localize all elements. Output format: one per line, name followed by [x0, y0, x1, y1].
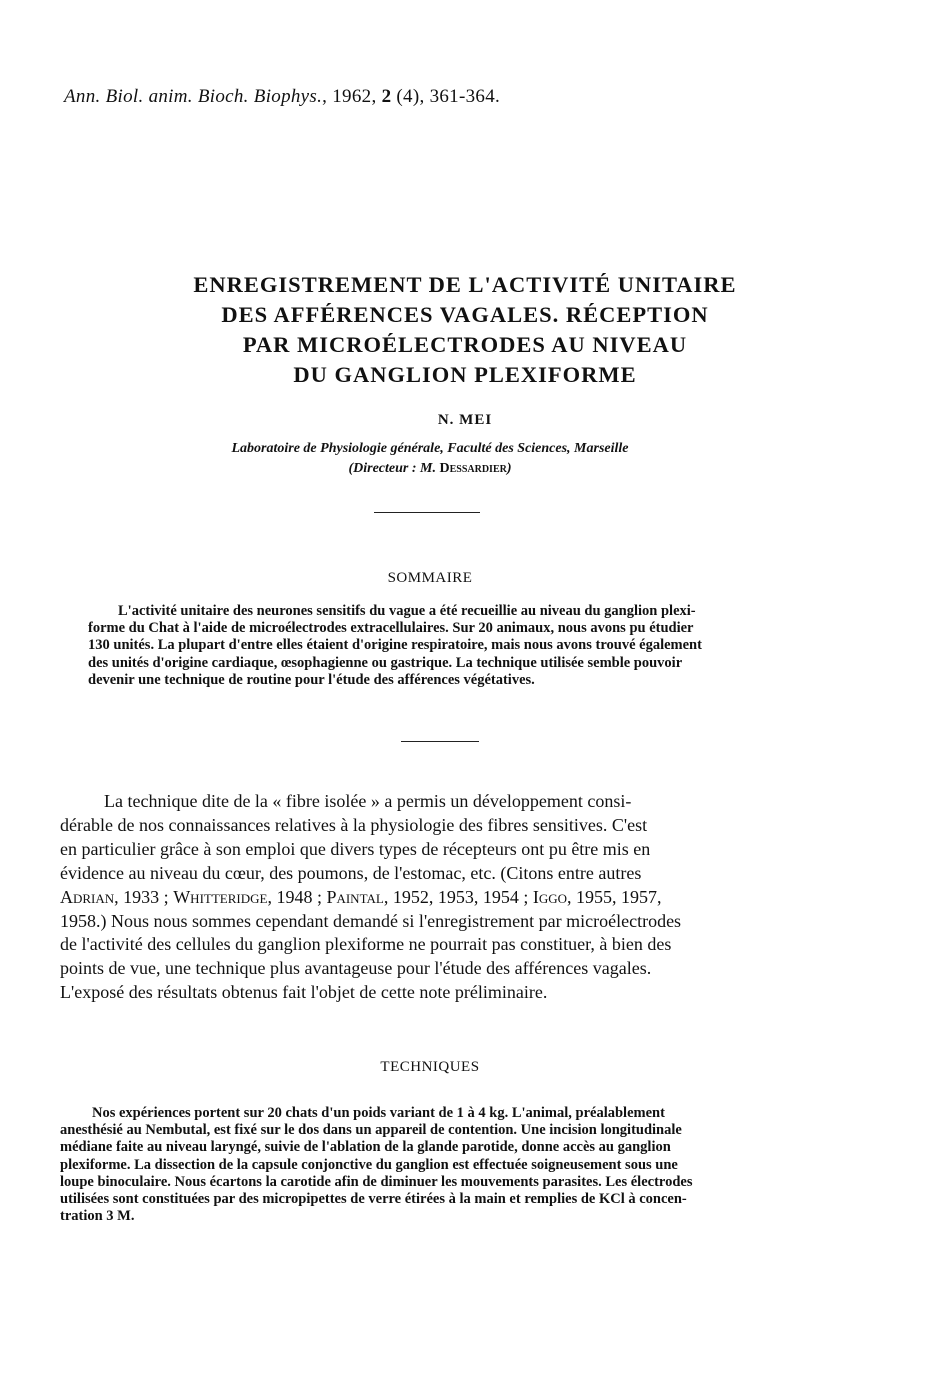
- ref-author: Adrian: [60, 886, 115, 907]
- techniques-line: anesthésié au Nembutal, est fixé sur le dos dans un appareil de contention. Une incision longitudinale: [60, 1122, 682, 1139]
- director-prefix: (Directeur : M.: [348, 461, 440, 476]
- body-line-references: [60, 886, 790, 910]
- body-line: 1958.) Nous nous sommes cependant demandé si l'enregistrement par microélectrodes: [60, 910, 682, 931]
- title-line: PAR MICROÉLECTRODES AU NIVEAU: [242, 332, 688, 357]
- summary-line: devenir une technique de routine pour l'étude des afférences végétatives.: [88, 671, 535, 688]
- article-title: [60, 270, 870, 390]
- body-line: de l'activité des cellules du ganglion plexiforme ne pourrait pas constituer, à bien des: [60, 934, 672, 955]
- techniques-line: tration 3 M.: [60, 1208, 135, 1225]
- citation-pages: (4), 361-364.: [391, 86, 501, 107]
- ref-year: , 1952, 1953, 1954 ;: [383, 886, 533, 907]
- body-line: points de vue, une technique plus avantageuse pour l'étude des afférences vagales.: [60, 958, 652, 979]
- ref-author: Whitteridge: [173, 886, 268, 907]
- summary-line: L'activité unitaire des neurones sensitifs du vague a été recueillie au niveau du ganglion plexi-: [118, 603, 696, 619]
- separator-rule: [374, 512, 480, 513]
- techniques-line: Nos expériences portent sur 20 chats d'un poids variant de 1 à 4 kg. L'animal, préalablement: [92, 1105, 665, 1121]
- body-line: dérable de nos connaissances relatives à la physiologie des fibres sensitives. C'est: [60, 814, 648, 835]
- ref-author: Iggo: [532, 886, 567, 907]
- techniques-line: plexiforme. La dissection de la capsule conjonctive du ganglion est effectuée soigneusement sous une: [60, 1156, 678, 1173]
- summary-text: [88, 603, 792, 689]
- body-line: L'exposé des résultats obtenus fait l'objet de cette note préliminaire.: [60, 982, 548, 1003]
- intro-paragraph: [60, 790, 790, 1005]
- summary-line: 130 unités. La plupart d'entre elles étaient d'origine respiratoire, mais nous avons trouvé également: [88, 637, 702, 654]
- director-name: Dessardier: [439, 461, 507, 476]
- techniques-line: utilisées sont constituées par des micropipettes de verre étirées à la main et remplies de KCl à concen-: [60, 1191, 687, 1208]
- ref-author: Paintal: [326, 886, 384, 907]
- director-suffix: ): [506, 461, 512, 476]
- summary-line: forme du Chat à l'aide de microélectrodes extracellulaires. Sur 20 animaux, nous avons pu étudier: [88, 620, 694, 637]
- citation-volume: 2: [381, 86, 392, 107]
- journal-name: Ann. Biol. anim. Bioch. Biophys.: [64, 86, 323, 107]
- author-name: N. MEI: [437, 412, 493, 428]
- body-line: La technique dite de la « fibre isolée » a permis un développement consi-: [104, 791, 632, 811]
- techniques-heading: TECHNIQUES: [380, 1059, 480, 1075]
- body-line: évidence au niveau du cœur, des poumons, de l'estomac, etc. (Citons entre autres: [60, 862, 642, 883]
- body-line: en particulier grâce à son emploi que divers types de récepteurs ont pu être mis en: [60, 838, 651, 859]
- ref-year: , 1955, 1957,: [567, 886, 662, 907]
- title-line: DU GANGLION PLEXIFORME: [293, 362, 637, 387]
- summary-heading: SOMMAIRE: [387, 570, 473, 586]
- affiliation-line: Laboratoire de Physiologie générale, Faculté des Sciences, Marseille: [231, 441, 629, 456]
- techniques-text: [60, 1105, 790, 1225]
- affiliation: [0, 439, 860, 479]
- ref-year: , 1933 ;: [114, 886, 174, 907]
- ref-year: , 1948 ;: [267, 886, 327, 907]
- citation-year: , 1962,: [322, 86, 382, 107]
- journal-citation: [64, 86, 500, 108]
- separator-rule: [401, 741, 479, 742]
- techniques-line: médiane faite au niveau laryngé, suivie de l'ablation de la glande parotide, donne accès au ganglion: [60, 1139, 671, 1156]
- title-line: ENREGISTREMENT DE L'ACTIVITÉ UNITAIRE: [193, 272, 737, 297]
- techniques-line: loupe binoculaire. Nous écartons la carotide afin de diminuer les mouvements parasites. Les électrodes: [60, 1173, 693, 1190]
- title-line: DES AFFÉRENCES VAGALES. RÉCEPTION: [221, 302, 709, 327]
- director-line: [0, 459, 860, 479]
- summary-line: des unités d'origine cardiaque, œsophagienne ou gastrique. La technique utilisée semble pouvoir: [88, 654, 683, 671]
